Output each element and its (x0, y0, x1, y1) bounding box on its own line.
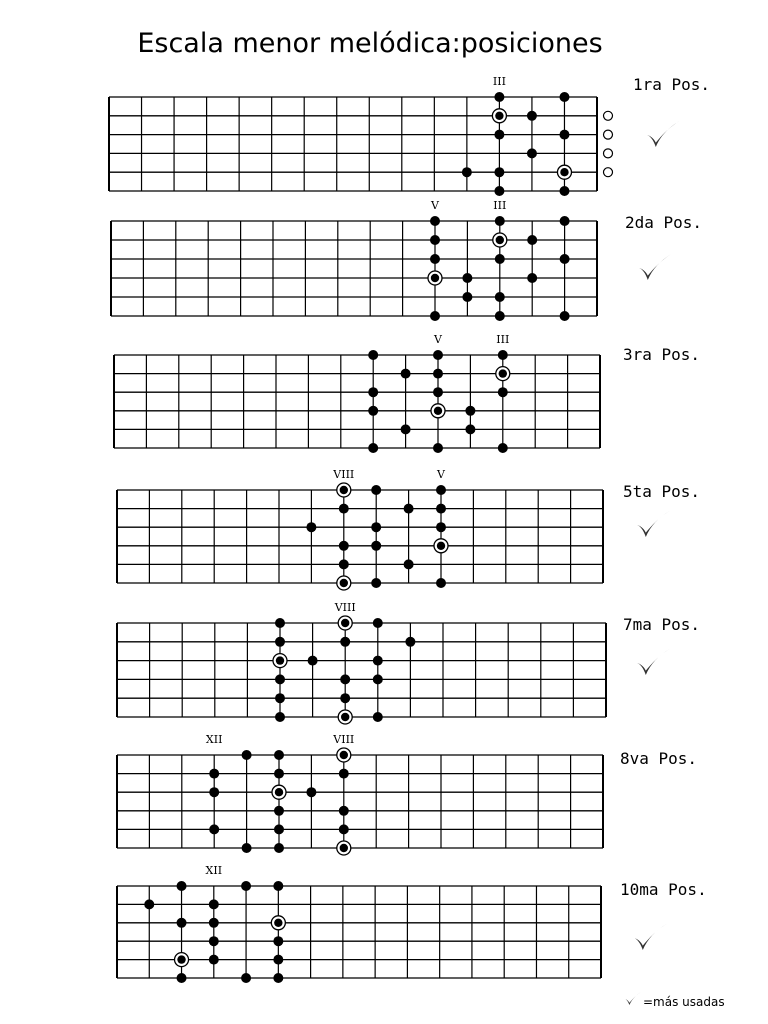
scale-note-dot (273, 955, 283, 965)
scale-note-dot (144, 899, 154, 909)
scale-note-dot (373, 618, 383, 628)
root-note-dot (431, 274, 439, 282)
fretboard-diagram-7 (117, 864, 707, 983)
scale-note-dot (430, 235, 440, 245)
scale-note-dot (527, 235, 537, 245)
scale-note-dot (368, 443, 378, 453)
scale-note-dot (275, 618, 285, 628)
open-string-circle (604, 111, 613, 120)
scale-note-dot (340, 637, 350, 647)
position-marker: VIII (333, 733, 355, 746)
position-marker: VIII (333, 468, 355, 481)
root-note-dot (340, 486, 348, 494)
scale-note-dot (274, 750, 284, 760)
checkmark-icon (637, 649, 670, 675)
position-marker: XII (205, 733, 223, 746)
scale-note-dot (527, 148, 537, 158)
scale-note-dot (209, 899, 219, 909)
fretboard-diagram-1 (109, 75, 710, 196)
scale-note-dot (274, 806, 284, 816)
root-note-dot (560, 168, 568, 176)
scale-note-dot (498, 350, 508, 360)
scale-note-dot (559, 92, 569, 102)
scale-note-dot (274, 843, 284, 853)
root-note-dot (341, 619, 349, 627)
position-marker: V (434, 333, 442, 346)
scale-note-dot (433, 369, 443, 379)
position-label: 2da Pos. (625, 213, 703, 232)
root-note-dot (495, 112, 503, 120)
root-note-dot (340, 844, 348, 852)
scale-note-dot (436, 485, 446, 495)
scale-note-dot (339, 806, 349, 816)
scale-note-dot (371, 485, 381, 495)
scale-note-dot (430, 216, 440, 226)
position-marker: III (492, 75, 506, 88)
legend-text: =más usadas (643, 995, 725, 1009)
open-string-circle (604, 168, 613, 177)
open-string-circle (604, 130, 613, 139)
scale-note-dot (404, 559, 414, 569)
scale-note-dot (498, 387, 508, 397)
position-label: 5ta Pos. (623, 482, 701, 501)
scale-note-dot (275, 637, 285, 647)
position-label: 7ma Pos. (623, 615, 701, 634)
scale-note-dot (373, 674, 383, 684)
root-note-dot (499, 369, 507, 377)
fretboard-diagram-4 (117, 468, 700, 590)
scale-note-dot (462, 167, 472, 177)
scale-note-dot (560, 216, 570, 226)
scale-note-dot (368, 387, 378, 397)
scale-note-dot (495, 216, 505, 226)
root-note-dot (276, 656, 284, 664)
scale-note-dot (430, 311, 440, 321)
scale-note-dot (306, 522, 316, 532)
scale-note-dot (368, 406, 378, 416)
legend (625, 992, 725, 1009)
scale-note-dot (275, 693, 285, 703)
scale-note-dot (371, 578, 381, 588)
position-label: 8va Pos. (620, 749, 698, 768)
root-note-dot (340, 579, 348, 587)
scale-note-dot (436, 522, 446, 532)
scale-note-dot (433, 443, 443, 453)
scale-note-dot (405, 637, 415, 647)
scale-note-dot (308, 656, 318, 666)
root-note-dot (275, 788, 283, 796)
scale-note-dot (430, 254, 440, 264)
checkmark-icon (625, 992, 642, 1005)
scale-note-dot (494, 186, 504, 196)
root-note-dot (274, 919, 282, 927)
scale-note-dot (498, 443, 508, 453)
position-marker: III (493, 199, 507, 212)
root-note-dot (340, 751, 348, 759)
scale-note-dot (209, 769, 219, 779)
scale-note-dot (373, 712, 383, 722)
scale-note-dot (495, 254, 505, 264)
scale-note-dot (273, 881, 283, 891)
scale-note-dot (241, 973, 251, 983)
checkmark-icon (637, 511, 670, 537)
fretboard-diagram-5 (117, 601, 700, 724)
scale-note-dot (462, 273, 472, 283)
scale-note-dot (527, 273, 537, 283)
scale-note-dot (273, 973, 283, 983)
scale-note-dot (436, 504, 446, 514)
scale-note-dot (495, 311, 505, 321)
scale-note-dot (373, 656, 383, 666)
scale-note-dot (401, 424, 411, 434)
scale-note-dot (494, 92, 504, 102)
scale-note-dot (209, 824, 219, 834)
position-label: 10ma Pos. (620, 880, 707, 899)
scale-note-dot (209, 955, 219, 965)
position-label: 1ra Pos. (633, 75, 711, 94)
scale-note-dot (527, 111, 537, 121)
checkmark-icon (647, 121, 680, 147)
root-note-dot (496, 236, 504, 244)
scale-note-dot (494, 130, 504, 140)
scale-note-dot (241, 881, 251, 891)
checkmark-icon (639, 254, 672, 280)
scale-note-dot (371, 541, 381, 551)
scale-note-dot (177, 918, 187, 928)
scale-note-dot (401, 369, 411, 379)
fretboard-diagram-3 (114, 333, 700, 453)
scale-note-dot (306, 787, 316, 797)
scale-note-dot (339, 769, 349, 779)
page-title: Escala menor melódica:posiciones (137, 28, 603, 59)
position-marker: VIII (334, 601, 356, 614)
scale-note-dot (404, 504, 414, 514)
open-string-circle (604, 149, 613, 158)
scale-note-dot (559, 130, 569, 140)
scale-note-dot (275, 712, 285, 722)
scale-note-dot (274, 769, 284, 779)
position-marker: III (496, 333, 510, 346)
scale-note-dot (177, 881, 187, 891)
scale-note-dot (209, 787, 219, 797)
position-label: 3ra Pos. (623, 345, 701, 364)
scale-note-dot (433, 387, 443, 397)
scale-note-dot (371, 522, 381, 532)
scale-note-dot (436, 578, 446, 588)
fretboard-diagram-2 (111, 199, 702, 321)
scale-note-dot (465, 406, 475, 416)
scale-note-dot (494, 167, 504, 177)
root-note-dot (437, 542, 445, 550)
scale-note-dot (340, 693, 350, 703)
scale-note-dot (340, 674, 350, 684)
scale-note-dot (242, 750, 252, 760)
scale-note-dot (465, 424, 475, 434)
position-marker: V (431, 199, 439, 212)
scale-note-dot (242, 843, 252, 853)
scale-note-dot (560, 311, 570, 321)
scale-note-dot (495, 292, 505, 302)
position-marker: V (437, 468, 445, 481)
scale-note-dot (275, 674, 285, 684)
scale-note-dot (559, 186, 569, 196)
root-note-dot (177, 955, 185, 963)
scale-note-dot (339, 541, 349, 551)
scale-note-dot (339, 504, 349, 514)
scale-note-dot (462, 292, 472, 302)
scale-note-dot (274, 824, 284, 834)
scale-note-dot (209, 918, 219, 928)
root-note-dot (434, 407, 442, 415)
position-marker: XII (205, 864, 223, 877)
scale-note-dot (273, 936, 283, 946)
scale-note-dot (339, 559, 349, 569)
checkmark-icon (634, 924, 667, 950)
scale-note-dot (560, 254, 570, 264)
scale-note-dot (177, 973, 187, 983)
scale-note-dot (433, 350, 443, 360)
fretboard-diagram-6 (117, 733, 697, 855)
scale-note-dot (339, 824, 349, 834)
scale-note-dot (368, 350, 378, 360)
scale-note-dot (209, 936, 219, 946)
root-note-dot (341, 713, 349, 721)
